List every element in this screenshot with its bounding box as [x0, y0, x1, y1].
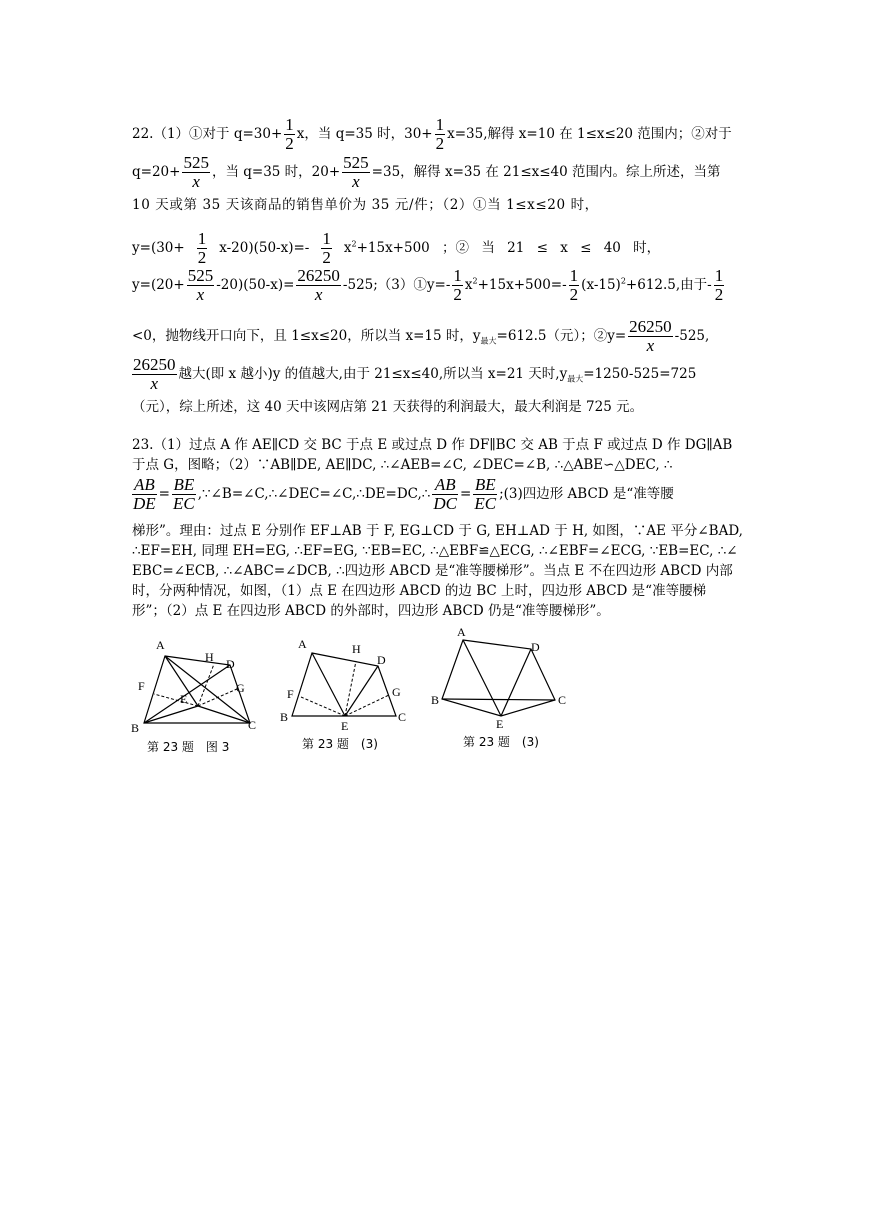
variable-x: x	[314, 285, 323, 304]
fraction-be-ec	[172, 476, 196, 513]
text: x=35,解得 x=10 在 1≤x≤20 范围内；②对于	[447, 126, 732, 142]
text: -525,	[674, 328, 710, 344]
q22-line-7	[132, 356, 742, 393]
numerator: 26250	[297, 266, 340, 285]
variable-x: x	[646, 336, 655, 355]
numerator	[132, 476, 157, 494]
denominator	[628, 336, 673, 355]
text: x	[464, 277, 473, 293]
q23-line-3	[132, 476, 742, 513]
figure-2-diagram	[280, 636, 412, 736]
fraction-half	[435, 116, 446, 153]
variable-x: x	[352, 172, 360, 191]
label-B: B	[280, 710, 289, 724]
text: q=20+	[132, 164, 181, 180]
superscript: 2	[351, 239, 357, 249]
denominator	[187, 285, 215, 304]
fraction-half	[321, 230, 332, 267]
q22-line-5	[132, 267, 742, 304]
fraction-half	[197, 230, 208, 267]
subscript: 最大	[567, 374, 584, 384]
text: =612.5（元）；②y=	[496, 328, 627, 344]
label-E: E	[180, 692, 188, 706]
q23-line-2: 于点 G，图略；（2）∵AB∥DE, AE∥DC, ∴∠AEB=∠C, ∠DEC=∠B, ∴△ABE∽△DEC, ∴	[132, 457, 673, 473]
numerator	[432, 476, 458, 494]
denominator	[296, 285, 341, 304]
denominator	[342, 172, 370, 191]
numerator: 525	[343, 153, 369, 172]
var: DE	[133, 494, 156, 513]
numerator: 26250	[133, 355, 176, 374]
fraction-ab-dc	[432, 476, 458, 513]
var: AB	[434, 475, 456, 494]
numerator: 1	[322, 229, 331, 248]
text: y=(20+	[132, 277, 185, 293]
q22-line-6	[132, 318, 742, 355]
label-F: F	[138, 679, 145, 693]
label-C: C	[248, 718, 257, 732]
denominator	[132, 494, 157, 513]
label-B: B	[131, 721, 140, 735]
text: ;(3)四边形 ABCD 是“准等腰	[499, 486, 674, 502]
label-C: C	[398, 710, 407, 724]
q23-line-1: 23.（1）过点 A 作 AE∥CD 交 BC 于点 E 或过点 D 作 DF∥BC 交 AB 于点 F 或过点 D 作 DG∥AB	[132, 437, 733, 453]
text: x-20)(50-x)=-	[219, 240, 310, 256]
numerator	[172, 476, 196, 494]
text: 越大(即 x 越小)y 的值越大,由于 21≤x≤40,所以当 x=21 天时,y	[178, 366, 568, 382]
label-F: F	[287, 687, 294, 701]
q22-line-2	[132, 154, 742, 191]
var: EC	[172, 494, 195, 513]
text: x	[343, 240, 352, 256]
text: 22.（1）①对于 q=30+	[132, 126, 283, 142]
denominator: 2	[453, 285, 462, 304]
variable-x: x	[196, 285, 205, 304]
q23-line-6: EBC=∠ECB, ∴∠ABC=∠DCB, ∴四边形 ABCD 是“准等腰梯形”。当点 E 不在四边形 ABCD 内部	[132, 563, 733, 579]
superscript: 2	[472, 276, 478, 286]
denominator: 2	[435, 134, 445, 153]
var: DC	[433, 494, 458, 513]
numerator: 1	[285, 115, 294, 134]
numerator: 1	[197, 229, 207, 248]
label-G: G	[392, 685, 401, 699]
superscript: 2	[620, 276, 626, 286]
label-D: D	[377, 653, 386, 667]
subscript: 最大	[480, 336, 497, 346]
numerator: 1	[453, 266, 462, 285]
variable-x: x	[192, 172, 200, 191]
text: +15x+500 ；② 当 21 ≤ x ≤ 40 时，	[356, 240, 661, 256]
text: ,∵∠B=∠C,∴∠DEC=∠C,∴DE=DC,∴	[197, 486, 431, 502]
text: <0，抛物线开口向下，且 1≤x≤20，所以当 x=15 时，y	[132, 328, 481, 344]
label-G: G	[236, 681, 245, 695]
q23-line-5: ∴EF=EH, 同理 EH=EG, ∴EF=EG, ∵EB=EC, ∴△EBF≌△ECG, ∴∠EBF=∠ECG, ∵EB=EC, ∴∠	[132, 543, 738, 559]
numerator: 1	[569, 266, 579, 285]
figure-3-diagram	[428, 624, 578, 728]
denominator	[182, 172, 210, 191]
q22-line-8: （元），综上所述，这 40 天中该网店第 21 天获得的利润最大，最大利润是 725 元。	[132, 399, 644, 415]
denominator: 2	[569, 285, 579, 304]
var: EC	[474, 494, 497, 513]
denominator: 2	[322, 248, 331, 267]
text: +15x+500=-	[477, 277, 567, 293]
label-D: D	[226, 657, 235, 671]
figure-1-caption: 第 23 题 图 3	[147, 740, 230, 754]
text: y=(30+	[132, 240, 185, 256]
label-A: A	[298, 637, 307, 651]
fraction-525	[342, 154, 370, 191]
denominator: 2	[714, 285, 724, 304]
q22-line-4	[132, 230, 742, 267]
fraction-half	[714, 267, 725, 304]
denominator	[432, 494, 458, 513]
var: BE	[474, 475, 496, 494]
q22-line-3: 10 天或第 35 天该商品的销售单价为 35 元/件；（2）①当 1≤x≤20 时，	[132, 197, 599, 213]
q23-line-7: 时，分两种情况，如图，（1）点 E 在四边形 ABCD 的边 BC 上时，四边形 ABCD 是“准等腰梯	[132, 583, 707, 599]
text: (x-15)	[581, 277, 621, 293]
equals: =	[460, 486, 472, 502]
figure-3-caption: 第 23 题 (3)	[463, 735, 539, 749]
label-E: E	[341, 719, 349, 733]
fraction-26250	[628, 318, 673, 355]
denominator: 2	[285, 134, 294, 153]
q22-line-1	[132, 116, 742, 153]
numerator: 525	[183, 153, 209, 172]
denominator	[172, 494, 196, 513]
text: -525;（3）①y=-	[342, 277, 451, 293]
label-H: H	[205, 650, 214, 664]
label-A: A	[156, 638, 165, 652]
text: +612.5,由于-	[625, 277, 712, 293]
text: x，当 q=35 时，30+	[296, 126, 433, 142]
fraction-ab-de	[132, 476, 157, 513]
fraction-half	[284, 116, 295, 153]
q23-line-8: 形”；（2）点 E 在四边形 ABCD 的外部时，四边形 ABCD 仍是“准等腰梯形”。	[132, 603, 610, 619]
fraction-525	[187, 267, 215, 304]
var: BE	[173, 475, 195, 494]
label-A: A	[457, 625, 466, 639]
fraction-be-ec	[473, 476, 497, 513]
numerator: 26250	[629, 317, 672, 336]
variable-x: x	[150, 374, 159, 393]
text: =1250-525=725	[583, 366, 697, 382]
denominator	[132, 374, 177, 393]
fraction-26250	[296, 267, 341, 304]
numerator: 525	[187, 266, 214, 285]
text: ，当 q=35 时，20+	[211, 164, 341, 180]
denominator: 2	[197, 248, 207, 267]
text: -20)(50-x)=	[216, 277, 295, 293]
q23-line-4: 梯形”。理由：过点 E 分别作 EF⊥AB 于 F, EG⊥CD 于 G, EH⊥AD 于 H, 如图，∵AE 平分∠BAD,	[132, 523, 743, 539]
figure-2-caption: 第 23 题 (3)	[302, 737, 378, 751]
label-D: D	[531, 640, 540, 654]
fraction-half	[569, 267, 580, 304]
text: =35，解得 x=35 在 21≤x≤40 范围内。综上所述，当第	[371, 164, 721, 180]
denominator	[473, 494, 497, 513]
label-E: E	[496, 717, 504, 728]
figure-1-diagram	[128, 634, 268, 740]
label-C: C	[558, 693, 567, 707]
fraction-525	[182, 154, 210, 191]
numerator: 1	[435, 115, 445, 134]
equals: =	[158, 486, 170, 502]
numerator: 1	[714, 266, 724, 285]
numerator	[473, 476, 497, 494]
var: AB	[133, 475, 155, 494]
label-H: H	[352, 642, 361, 656]
fraction-half	[452, 267, 463, 304]
label-B: B	[431, 693, 440, 707]
fraction-26250	[132, 356, 177, 393]
